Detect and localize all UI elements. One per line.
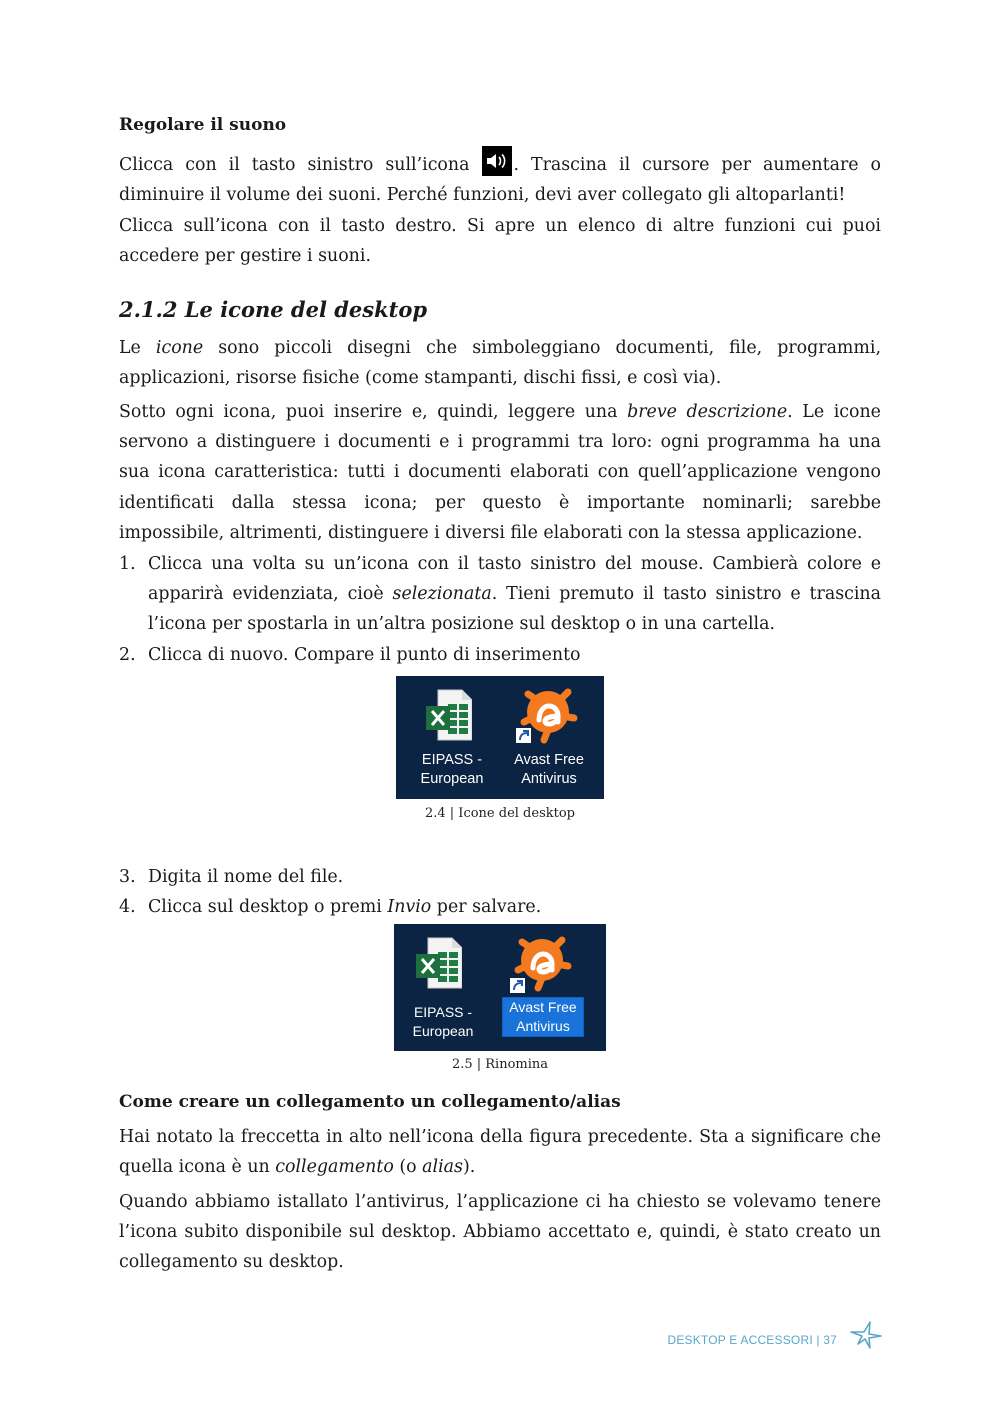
paragraph-shortcut-1 xyxy=(119,1122,881,1182)
list-item xyxy=(119,862,881,892)
speaker-icon xyxy=(482,146,512,176)
icon-label-line: EIPASS - xyxy=(421,752,483,768)
paragraph-icons-1 xyxy=(119,333,881,393)
figure-rename xyxy=(394,924,606,1051)
paragraph-icons-2 xyxy=(119,397,881,548)
icon-label xyxy=(506,751,592,789)
rename-text-field[interactable] xyxy=(502,997,584,1037)
paragraph-sound-1 xyxy=(119,146,881,210)
text-run: ). xyxy=(462,1157,476,1178)
text-run: Clicca con il tasto sinistro sull’icona xyxy=(119,155,470,175)
text-run: . Tieni premuto il tasto sinistro e trascina l’icona per spostarla in un’altra posizione sul desktop o in una cartella. xyxy=(148,584,881,635)
excel-file-icon xyxy=(426,688,472,746)
shortcut-arrow-icon xyxy=(510,978,525,993)
text-emphasis: Invio xyxy=(387,897,432,918)
figure-caption: 2.4 | Icone del desktop xyxy=(424,806,575,821)
icon-label-line: EIPASS - xyxy=(413,1004,473,1020)
steps-list-2 xyxy=(119,862,881,922)
star-logo-icon xyxy=(848,1320,884,1354)
excel-file-icon xyxy=(416,936,462,994)
text-run: Clicca di nuovo. Compare il punto di inserimento xyxy=(148,644,581,665)
list-item xyxy=(119,892,881,922)
paragraph-shortcut-2: Quando abbiamo istallato l’antivirus, l’applicazione ci ha chiesto se volevamo tenere l’icona subito disponibile sul desktop. Abbiamo accettato e, quindi, è stato creato un collegamento su desktop. xyxy=(119,1192,881,1273)
paragraph-sound-2: Clicca sull’icona con il tasto destro. Si apre un elenco di altre funzioni cui puoi accedere per gestire i suoni. xyxy=(119,216,881,267)
icon-label-line: Avast Free xyxy=(514,752,584,768)
text-run: Hai notato la freccetta in alto nell’icona della figura precedente. Sta a significare che quella icona è un xyxy=(119,1127,881,1178)
text-run: Le xyxy=(119,338,156,358)
text-run: Sotto ogni icona, puoi inserire e, quindi, leggere una xyxy=(119,402,628,422)
text-run: Clicca una volta su un’icona con il tasto sinistro del mouse. Cambierà colore e apparirà evidenziata, cioè xyxy=(148,554,881,605)
text-emphasis: collegamento xyxy=(275,1157,394,1178)
list-number: 1. xyxy=(119,554,136,574)
icon-label-line: European xyxy=(412,1023,474,1039)
heading-shortcut: Come creare un collegamento un collegamento/alias xyxy=(119,1092,621,1112)
icon-label-line: Antivirus xyxy=(521,771,577,787)
figure-desktop-icons xyxy=(396,676,604,799)
text-run: per salvare. xyxy=(431,897,542,918)
figure-caption: 2.5 | Rinomina xyxy=(451,1057,549,1072)
heading-sound: Regolare il suono xyxy=(119,115,287,135)
icon-label-line: Avast Free xyxy=(503,998,583,1017)
list-item xyxy=(119,640,881,670)
section-heading: 2.1.2 Le icone del desktop xyxy=(119,297,428,322)
icon-label xyxy=(411,751,493,789)
text-run: sono piccoli disegni che simboleggiano documenti, file, programmi, applicazioni, risorse fisiche (come stampanti, dischi fissi, e così via). xyxy=(119,338,882,389)
page-footer: DESKTOP E ACCESSORI | 37 xyxy=(667,1333,837,1347)
icon-label-line: Antivirus xyxy=(503,1017,583,1036)
text-run: . Le icone servono a distinguere i documenti e i programmi tra loro: ogni programma ha una sua icona caratteristica: tutti i documenti elaborati con quell’applicazione vengono identificati dalla stessa icona; per questo è importante nominarli; sarebbe impossibile, altrimenti, distinguere i diversi file elaborati con la stessa applicazione. xyxy=(119,402,881,543)
list-number: 4. xyxy=(119,897,136,918)
text-emphasis: breve descrizione xyxy=(627,402,788,422)
list-number: 3. xyxy=(119,867,136,887)
text-run: Clicca sul desktop o premi xyxy=(148,897,388,918)
text-emphasis: selezionata xyxy=(392,584,492,605)
text-emphasis: alias xyxy=(422,1157,463,1178)
list-item xyxy=(119,549,881,640)
icon-label xyxy=(402,1003,484,1041)
icon-label-line: European xyxy=(420,771,484,787)
text-emphasis: icone xyxy=(155,338,204,358)
steps-list-1 xyxy=(119,549,881,670)
list-number: 2. xyxy=(119,644,136,665)
shortcut-arrow-icon xyxy=(516,728,531,743)
text-run: Digita il nome del file. xyxy=(148,867,344,887)
text-run: (o xyxy=(393,1157,423,1178)
text-run: . Trascina il cursore per aumentare o diminuire il volume dei suoni. Perché funzioni, devi aver collegato gli altoparlanti! xyxy=(119,155,882,206)
